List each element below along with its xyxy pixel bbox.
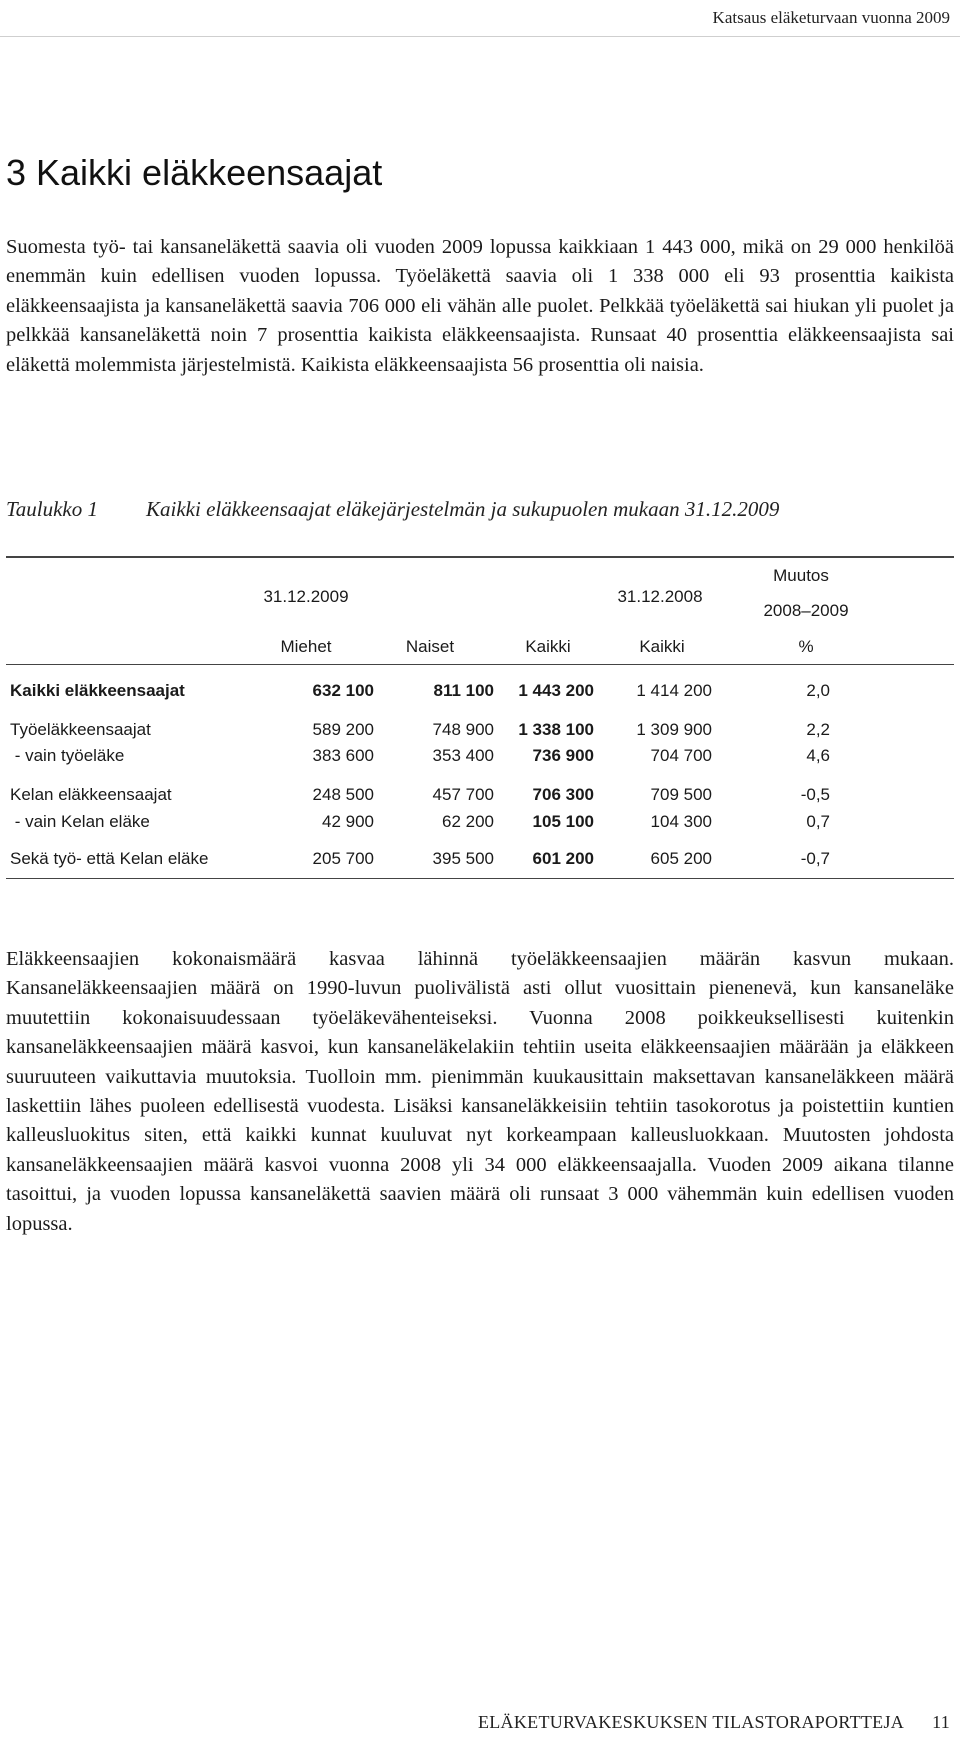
page-number: 11 [932,1712,950,1732]
row-label: Sekä työ- että Kelan eläke [10,849,209,868]
running-header: Katsaus eläketurvaan vuonna 2009 [712,8,950,27]
cell-men: 42 900 [322,812,374,831]
header-percent: % [798,637,814,656]
cell-change: 4,6 [806,746,830,765]
cell-total-2008: 104 300 [650,812,712,831]
header-total-2009: Kaikki [525,637,571,656]
header-men: Miehet [280,637,332,656]
cell-change: -0,5 [800,785,830,804]
cell-total: 1 338 100 [518,720,594,739]
cell-total-2008: 709 500 [650,785,712,804]
cell-women: 353 400 [432,746,494,765]
cell-women: 811 100 [433,681,494,700]
table-header-rule [6,664,954,665]
header-divider [0,36,960,37]
header-change-label: Muutos [773,566,829,585]
row-label: Kaikki eläkkeensaajat [10,681,185,700]
cell-women: 748 900 [432,720,494,739]
table-caption-text: Kaikki eläkkeensaajat eläkejärjestelmän ja sukupuolen mukaan 31.12.2009 [146,497,780,521]
cell-change: -0,7 [800,849,830,868]
header-women: Naiset [405,637,455,656]
cell-women: 457 700 [432,785,494,804]
cell-men: 205 700 [312,849,374,868]
cell-total: 736 900 [532,746,594,765]
cell-women: 62 200 [442,812,494,831]
row-label: Työeläkkeensaajat [10,720,151,739]
table-top-rule [6,556,954,558]
cell-change: 2,0 [806,681,830,700]
cell-total: 706 300 [532,785,594,804]
body-paragraph: Eläkkeensaajien kokonaismäärä kasvaa lähinnä työeläkkeensaajien määrän kasvun mukaan. Kansaneläkkeensaajien määrä on 1990-luvun puolivälistä asti ollut vuosittain pienenevä, kun kansaneläke muutettiin kokonaisuudessaan työeläkevähenteiseksi. Vuonna 2008 poikkeuksellisesti kuitenkin kansaneläkkeensaajien määrä kasvoi, kun kansaneläkelakiin tehtiin useita eläkkeensaajien määrään ja eläkkeen suuruuteen vaikuttavia muutoksia. Tuolloin mm. pienimmän kuukausittain maksettavan kansaneläkkeen määrä laskettiin lähes puoleen edellisestä vuodesta. Lisäksi kansaneläkkeisiin tehtiin tasokorotus ja poistettiin kuntien kalleusluokitus siten, että kaikki kunnat kuuluvat nyt korkeampaan kalleusluokkaan. Muutosten johdosta kansaneläkkeensaajien määrä kasvoi vuonna 2008 yli 34 000 eläkkeensaajalla. Vuoden 2009 aikana tilanne tasoittui, ja vuoden lopussa kansaneläkettä saavien määrä oli runsaat 3 000 vähemmän kuin edellisen vuoden lopussa. [6,948,954,1235]
cell-change: 2,2 [806,720,830,739]
cell-total-2008: 1 309 900 [636,720,712,739]
cell-men: 383 600 [312,746,374,765]
cell-total-2008: 1 414 200 [636,681,712,700]
table-bottom-rule [6,878,954,879]
intro-paragraph: Suomesta työ- tai kansaneläkettä saavia oli vuoden 2009 lopussa kaikkiaan 1 443 000, mikä on 29 000 henkilöä enemmän kuin edellisen vuoden lopussa. Työeläkettä saavia oli 1 338 000 eli 93 prosenttia kaikista eläkkeensaajista ja kansaneläkettä saavia 706 000 eli vähän alle puolet. Pelkkää työeläkettä sai hiukan yli puolet ja pelkkää kansaneläkettä noin 7 prosenttia kaikista eläkkeensaajista. Runsaat 40 prosenttia eläkkeensaajista sai eläkettä molemmista järjestelmistä. Kaikista eläkkeensaajista 56 prosenttia oli naisia. [6,236,954,376]
chapter-title: 3 Kaikki eläkkeensaajat [6,152,383,193]
header-change-period: 2008–2009 [763,601,849,620]
cell-women: 395 500 [432,849,494,868]
header-total-2008: Kaikki [639,637,685,656]
cell-men: 632 100 [312,681,374,700]
cell-total-2008: 605 200 [650,849,712,868]
cell-men: 589 200 [312,720,374,739]
page-footer [478,1712,950,1733]
cell-total: 601 200 [532,849,594,868]
table-caption [6,497,779,522]
cell-change: 0,7 [806,812,830,831]
row-label: - vain työeläke [10,746,125,765]
header-date-2009: 31.12.2009 [263,587,349,606]
cell-total: 1 443 200 [518,681,594,700]
row-label: - vain Kelan eläke [10,812,150,831]
cell-men: 248 500 [312,785,374,804]
header-date-2008: 31.12.2008 [617,587,703,606]
table-caption-label: Taulukko 1 [6,497,98,521]
row-label: Kelan eläkkeensaajat [10,785,172,804]
footer-publisher: ELÄKETURVAKESKUKSEN TILASTORAPORTTEJA [477,1712,905,1732]
cell-total-2008: 704 700 [650,746,712,765]
cell-total: 105 100 [532,812,594,831]
